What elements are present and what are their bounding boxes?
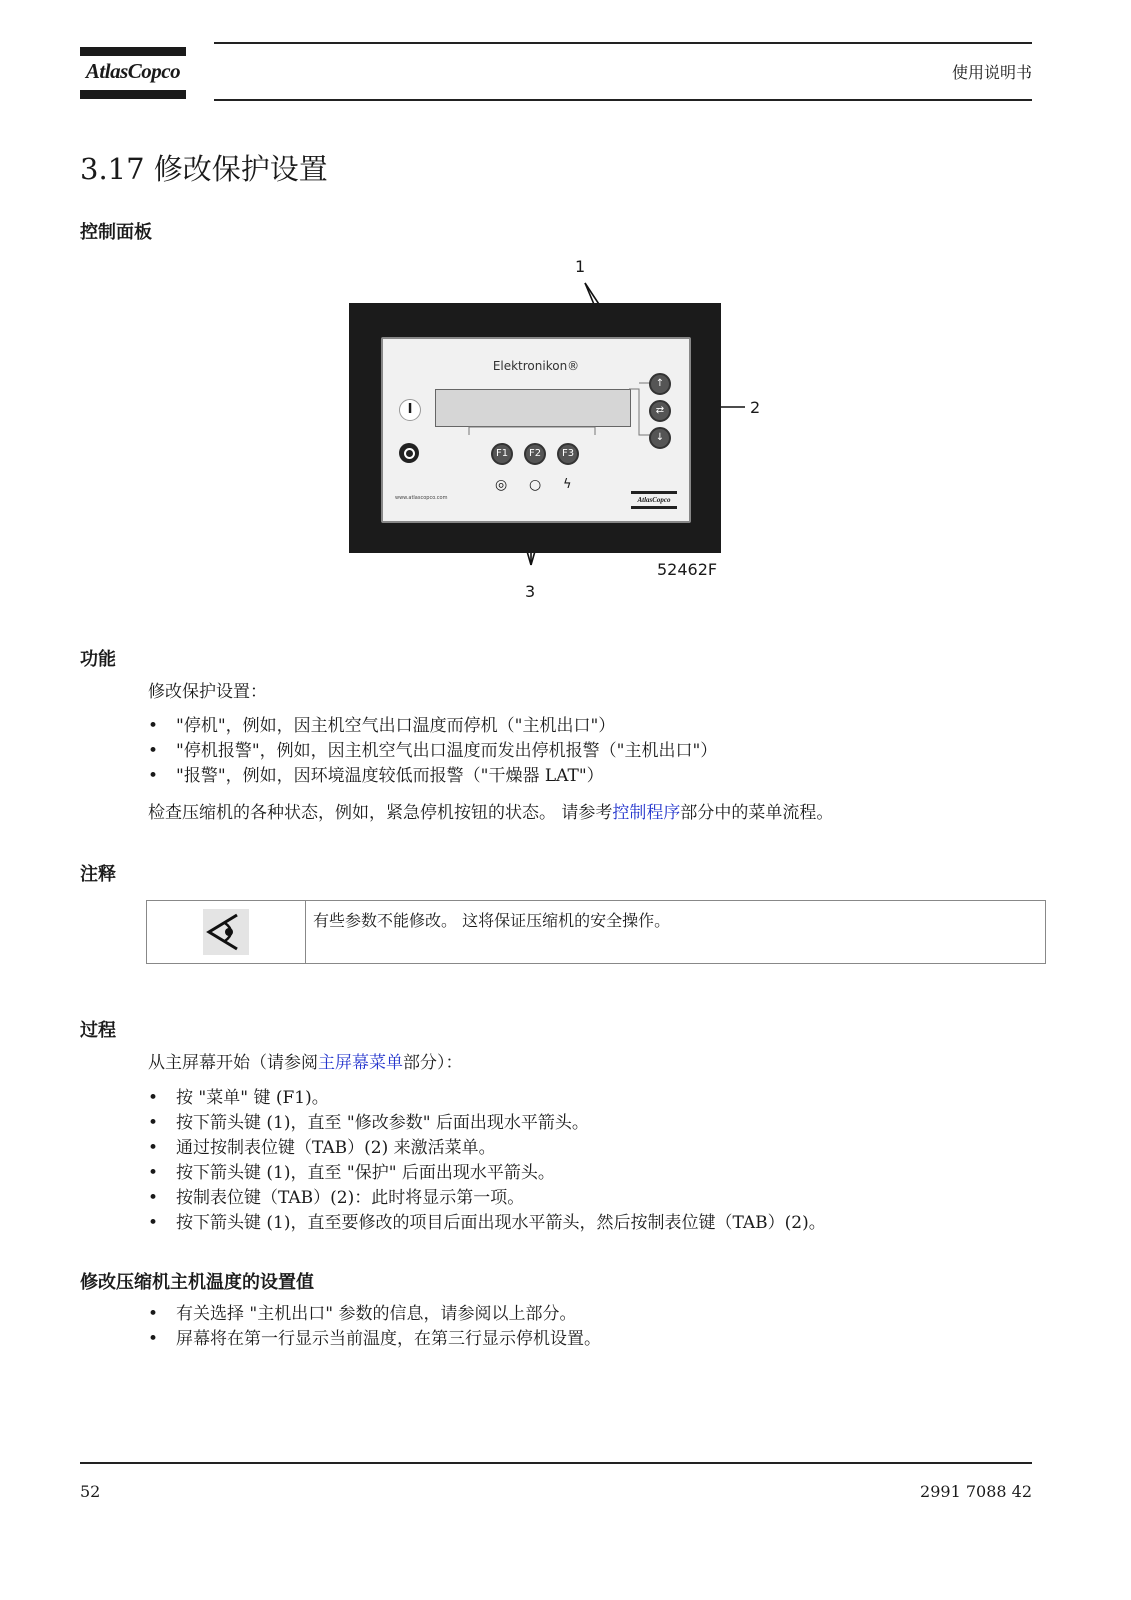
list-item: • "停机"，例如，因主机空气出口温度而停机（"主机出口"） [148,714,717,739]
intro-after: 部分）： [403,1053,463,1073]
list-item: • "报警"，例如，因环境温度较低而报警（"干燥器 LAT"） [148,764,717,789]
intro-before: 从主屏幕开始（请参阅 [148,1053,318,1073]
callout-3: 3 [525,582,536,601]
panel-logo: AtlasCopco [631,491,677,509]
f3-button: F3 [557,443,579,465]
function-intro: 修改保护设置： [148,682,267,702]
logo-text: AtlasCopco [85,59,181,83]
procedure-heading: 过程 [80,1020,116,1041]
list-item: • 有关选择 "主机出口" 参数的信息，请参阅以上部分。 [148,1302,601,1327]
control-panel-heading: 控制面板 [80,222,152,243]
page-number: 52 [80,1482,101,1501]
panel-brand-label: Elektronikon® [492,359,580,373]
control-program-link[interactable]: 控制程序 [612,803,681,823]
note-icon-cell [147,901,306,963]
doc-type-label: 使用说明书 [951,63,1032,82]
list-item: • 通过按制表位键（TAB）(2) 来激活菜单。 [148,1136,826,1161]
callout-2: 2 [750,398,761,417]
panel-housing [349,303,721,553]
list-item: • "停机报警"，例如，因主机空气出口温度而发出停机报警（"主机出口"） [148,739,717,764]
panel-website: www.atlascopco.com [395,495,448,501]
automatic-operation-icon: ◎ [495,477,508,493]
list-item: • 按 "菜单" 键 (F1)。 [148,1086,826,1111]
note-heading: 注释 [80,864,116,885]
figure-code: 52462F [657,560,718,579]
list-item: • 按下箭头键 (1)，直至要修改的项目后面出现水平箭头，然后按制表位键（TAB）(2)。 [148,1211,826,1236]
power-lightning-icon: ϟ [563,477,572,492]
modify-list [148,1302,601,1352]
function-heading: 功能 [80,649,116,670]
modify-heading: 修改压缩机主机温度的设置值 [80,1272,314,1293]
procedure-intro [148,1050,463,1076]
atlas-copco-logo [80,47,186,99]
main-screen-menu-link[interactable]: 主屏幕菜单 [318,1053,403,1073]
function-list [148,714,717,789]
callout-1: 1 [575,257,586,276]
panel-face [381,337,691,523]
note-table [146,900,1046,964]
footer-rule [80,1462,1032,1464]
procedure-list [148,1086,826,1236]
eye-note-icon [203,909,249,955]
control-panel-figure [345,255,785,610]
voltage-on-icon: ○ [529,477,542,493]
stop-button [399,443,419,463]
start-button: I [399,399,421,421]
check-text-after: 部分中的菜单流程。 [680,803,834,823]
list-item: • 按下箭头键 (1)，直至 "保护" 后面出现水平箭头。 [148,1161,826,1186]
note-text: 有些参数不能修改。 这将保证压缩机的安全操作。 [313,911,671,930]
arrow-up-button: ↑ [649,373,671,395]
section-title: 3.17 修改保护设置 [80,152,328,186]
header-rule-bottom [214,99,1032,101]
doc-number: 2991 7088 42 [920,1482,1032,1501]
check-text-before: 检查压缩机的各种状态，例如，紧急停机按钮的状态。 请参考 [148,803,613,823]
f1-button: F1 [491,443,513,465]
header-rule-top [214,42,1032,44]
f2-button: F2 [524,443,546,465]
arrow-down-button: ↓ [649,427,671,449]
tab-button: ⇄ [649,400,671,422]
function-check-text [148,800,833,826]
list-item: • 按下箭头键 (1)，直至 "修改参数" 后面出现水平箭头。 [148,1111,826,1136]
list-item: • 屏幕将在第一行显示当前温度，在第三行显示停机设置。 [148,1327,601,1352]
list-item: • 按制表位键（TAB）(2)：此时将显示第一项。 [148,1186,826,1211]
